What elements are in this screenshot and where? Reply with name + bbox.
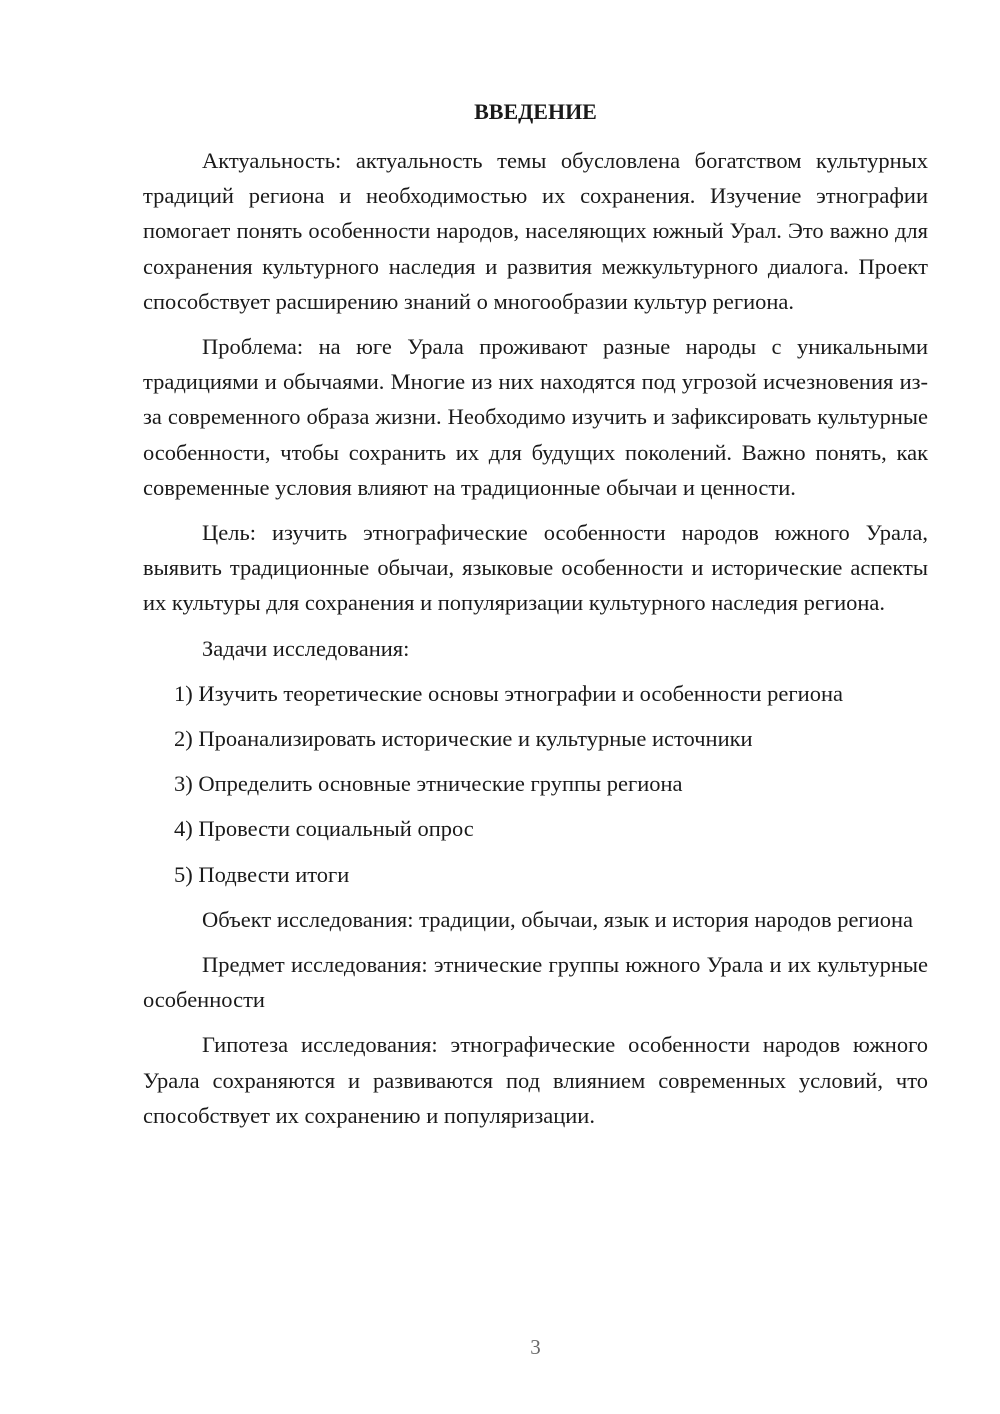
relevance-paragraph: Актуальность: актуальность темы обусловлена богатством культурных традиций региона и необходимостью их сохранения. Изучение этнографии помогает понять особенности народов, населяющих южный Урал. Это важно для сохранения культурного наследия и развития межкультурного диалога. Проект способствует расширению знаний о многообразии культур региона. <box>143 148 928 314</box>
problem-paragraph: Проблема: на юге Урала проживают разные народы с уникальными традициями и обычаями. Многие из них находятся под угрозой исчезновения из-за современного образа жизни. Необходимо изучить и зафиксировать культурные особенности, чтобы сохранить их для будущих поколений. Важно понять, как современные условия влияют на традиционные обычаи и ценности. <box>143 334 928 500</box>
task-item: 3) Определить основные этнические группы региона <box>174 771 683 797</box>
goal-paragraph: Цель: изучить этнографические особенности народов южного Урала, выявить традиционные обычаи, языковые особенности и исторические аспекты их культуры для сохранения и популяризации культурного наследия региона. <box>143 520 928 616</box>
task-item: 2) Проанализировать исторические и культурные источники <box>174 726 753 752</box>
tasks-title: Задачи исследования: <box>202 635 410 661</box>
page-number: 3 <box>530 1335 541 1359</box>
task-item: 5) Подвести итоги <box>174 861 350 887</box>
tasks-list <box>143 676 928 892</box>
hypothesis-paragraph: Гипотеза исследования: этнографические особенности народов южного Урала сохраняются и развиваются под влиянием современных условий, что способствует их сохранению и популяризации. <box>143 1032 928 1128</box>
object-paragraph: Объект исследования: традиции, обычаи, язык и история народов региона <box>202 906 913 932</box>
section-heading: ВВЕДЕНИЕ <box>474 99 597 124</box>
document-page <box>143 0 928 1414</box>
task-item: 4) Провести социальный опрос <box>174 816 474 842</box>
document-body <box>143 143 928 1143</box>
subject-paragraph: Предмет исследования: этнические группы южного Урала и их культурные особенности <box>143 952 928 1013</box>
task-item: 1) Изучить теоретические основы этнографии и особенности региона <box>174 680 843 706</box>
